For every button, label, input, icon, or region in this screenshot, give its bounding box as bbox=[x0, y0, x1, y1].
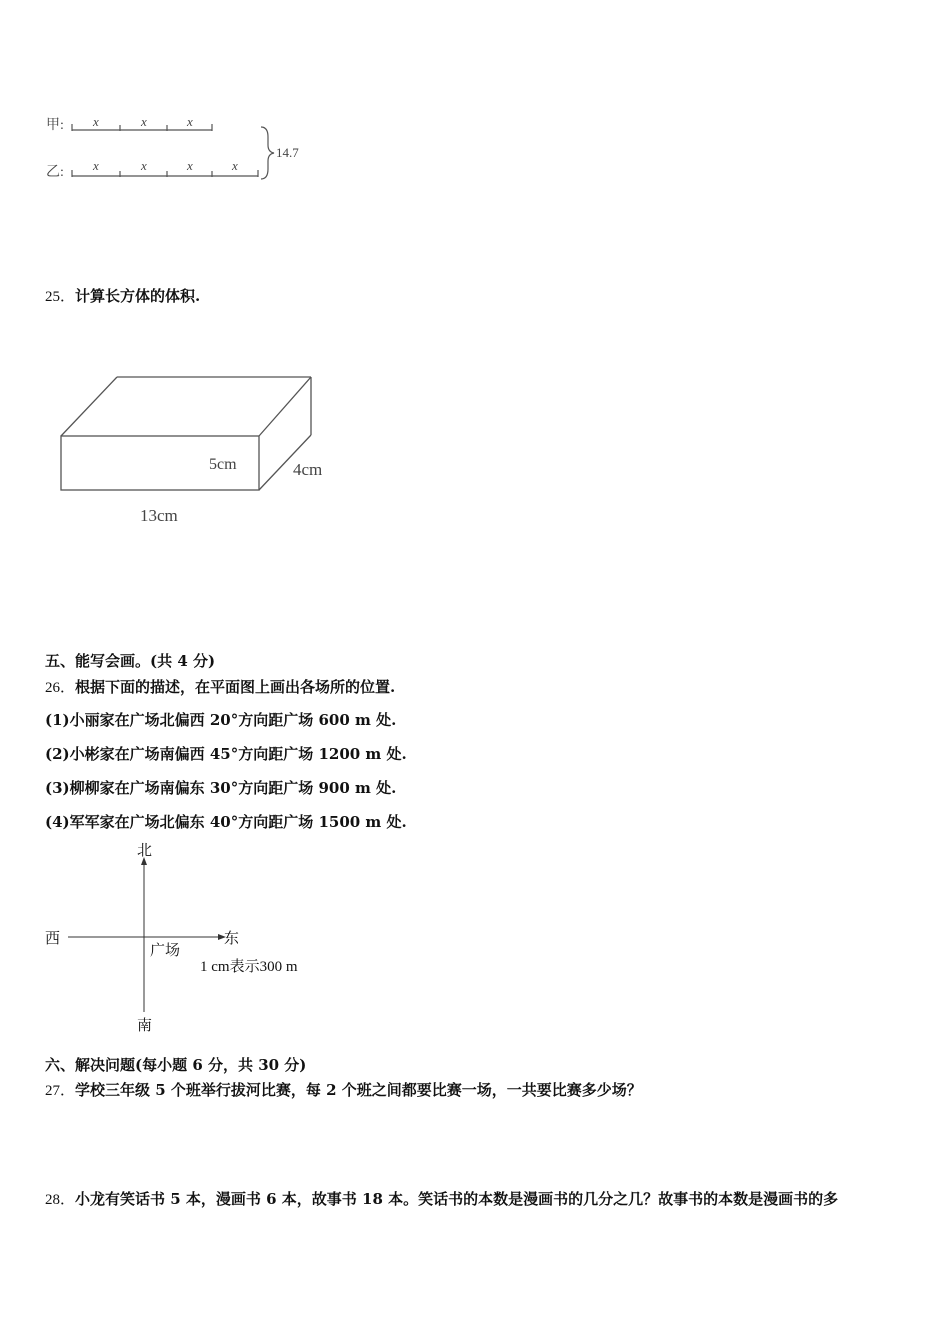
x-mark: x bbox=[141, 158, 147, 173]
question-text: 计算长方体的体积. bbox=[75, 287, 201, 305]
length-label: 13cm bbox=[140, 506, 178, 525]
q26-item-3: (3)柳柳家在广场南偏东 30°方向距广场 900 m 处. bbox=[45, 779, 397, 797]
east-label: 东 bbox=[224, 931, 240, 947]
x-mark: x bbox=[93, 114, 99, 129]
x-mark: x bbox=[187, 158, 193, 173]
q26-item-2: (2)小彬家在广场南偏西 45°方向距广场 1200 m 处. bbox=[45, 745, 407, 763]
segment-lines bbox=[40, 105, 320, 195]
q26-item-4: (4)军军家在广场北偏东 40°方向距广场 1500 m 处. bbox=[45, 813, 407, 831]
label-yi: 乙: bbox=[46, 165, 64, 180]
q26-item-1: (1)小丽家在广场北偏西 20°方向距广场 600 m 处. bbox=[45, 711, 397, 729]
question-text: 小龙有笑话书 5 本，漫画书 6 本，故事书 18 本。笑话书的本数是漫画书的几分之几？故事书的本数是漫画书的多 bbox=[75, 1190, 839, 1208]
scale-label: 1 cm表示300 m bbox=[200, 959, 298, 975]
section-6-heading: 六、解决问题(每小题 6 分，共 30 分) bbox=[45, 1056, 307, 1074]
question-number: 25． bbox=[45, 289, 76, 305]
question-number: 28． bbox=[45, 1192, 76, 1208]
south-label: 南 bbox=[137, 1018, 153, 1034]
x-mark: x bbox=[93, 158, 99, 173]
west-label: 西 bbox=[45, 931, 61, 947]
height-label: 5cm bbox=[209, 456, 237, 473]
section-5-heading: 五、能写会画。(共 4 分) bbox=[45, 652, 216, 670]
segment-diagram bbox=[40, 105, 320, 195]
question-25 bbox=[45, 287, 200, 306]
x-mark: x bbox=[232, 158, 238, 173]
compass-map bbox=[40, 840, 340, 1035]
question-28 bbox=[45, 1190, 838, 1209]
x-mark: x bbox=[187, 114, 193, 129]
question-text: 根据下面的描述，在平面图上画出各场所的位置. bbox=[75, 678, 396, 696]
cuboid-figure bbox=[45, 365, 345, 535]
brace bbox=[261, 127, 274, 179]
question-number: 26． bbox=[45, 680, 76, 696]
question-number: 27． bbox=[45, 1083, 76, 1099]
north-label: 北 bbox=[137, 843, 153, 859]
depth-label: 4cm bbox=[293, 460, 323, 479]
question-27 bbox=[45, 1081, 642, 1100]
question-26 bbox=[45, 678, 395, 697]
x-mark: x bbox=[141, 114, 147, 129]
total-label: 14.7 bbox=[276, 145, 299, 160]
plaza-label: 广场 bbox=[150, 943, 181, 959]
label-jia: 甲: bbox=[46, 118, 64, 133]
question-text: 学校三年级 5 个班举行拔河比赛，每 2 个班之间都要比赛一场，一共要比赛多少场？ bbox=[75, 1081, 642, 1099]
